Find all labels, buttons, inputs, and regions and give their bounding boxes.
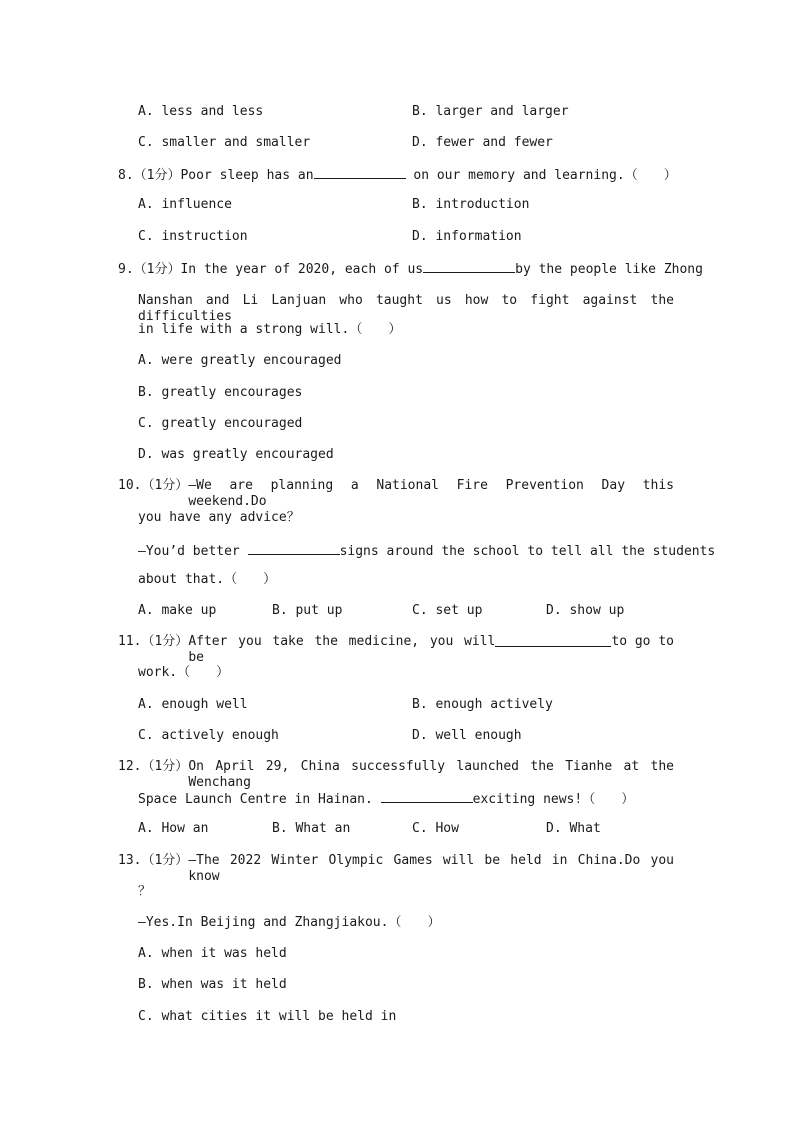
- q12-stem-line2: [138, 790, 634, 808]
- q12-option-a[interactable]: A. How an: [138, 821, 209, 836]
- q12-option-c[interactable]: C. How: [412, 821, 459, 836]
- q10-stem: [118, 478, 674, 510]
- answer-blank[interactable]: [314, 166, 406, 179]
- q13-stem-line3: —Yes.In Beijing and Zhangjiakou.（ ）: [138, 915, 441, 930]
- answer-blank[interactable]: [423, 260, 515, 273]
- q13-option-b[interactable]: B. when was it held: [138, 977, 287, 992]
- score-label: （1分）: [141, 759, 189, 774]
- q10-stem-line2: you have any advice？: [138, 510, 300, 525]
- q11-option-a[interactable]: A. enough well: [138, 697, 248, 712]
- q10-option-c[interactable]: C. set up: [412, 603, 483, 618]
- stem-text: In the year of 2020, each of us: [180, 262, 424, 277]
- stem-text: Space Launch Centre in Hainan.: [138, 792, 381, 807]
- q9-option-b[interactable]: B. greatly encourages: [138, 385, 303, 400]
- score-label: （1分）: [141, 853, 189, 868]
- stem-text: exciting news!（ ）: [472, 792, 635, 807]
- q13-option-c[interactable]: C. what cities it will be held in: [138, 1009, 397, 1024]
- stem-text: signs around the school to tell all the students: [339, 544, 716, 559]
- score-label: （1分）: [133, 168, 181, 183]
- q8-option-d[interactable]: D. information: [412, 229, 522, 244]
- q10-option-d[interactable]: D. show up: [546, 603, 625, 618]
- answer-blank[interactable]: [381, 790, 473, 803]
- question-number: 11.: [118, 634, 142, 649]
- q9-stem-line3: in life with a strong will.（ ）: [138, 322, 402, 337]
- stem-text: —The 2022 Winter Olympic Games will be held in China.Do you know: [188, 853, 674, 884]
- q8-option-a[interactable]: A. influence: [138, 197, 232, 212]
- stem-text: Poor sleep has an: [180, 168, 314, 183]
- q11-option-d[interactable]: D. well enough: [412, 728, 522, 743]
- stem-text: —You’d better: [138, 544, 248, 559]
- q13-stem: [118, 853, 674, 885]
- q8-option-c[interactable]: C. instruction: [138, 229, 248, 244]
- q12-option-d[interactable]: D. What: [546, 821, 601, 836]
- q10-option-a[interactable]: A. make up: [138, 603, 217, 618]
- question-number: 12.: [118, 759, 142, 774]
- q12-option-b[interactable]: B. What an: [272, 821, 351, 836]
- q7-option-d[interactable]: D. fewer and fewer: [412, 135, 553, 150]
- question-number: 9.: [118, 262, 134, 277]
- score-label: （1分）: [141, 634, 189, 649]
- q9-option-d[interactable]: D. was greatly encouraged: [138, 447, 334, 462]
- q11-stem-line2: work.（ ）: [138, 665, 230, 680]
- q8-option-b[interactable]: B. introduction: [412, 197, 530, 212]
- stem-text: On April 29, China successfully launched the Tianhe at the Wenchang: [188, 759, 674, 790]
- stem-text: on our memory and learning.（ ）: [405, 168, 677, 183]
- stem-text: to go to: [611, 634, 674, 649]
- stem-text: by the people like Zhong: [515, 262, 703, 277]
- q7-option-b[interactable]: B. larger and larger: [412, 104, 569, 119]
- score-label: （1分）: [141, 478, 189, 493]
- q10-stem-line3: [138, 542, 715, 560]
- question-number: 10.: [118, 478, 142, 493]
- score-label: （1分）: [133, 262, 181, 277]
- q13-option-a[interactable]: A. when it was held: [138, 946, 287, 961]
- question-number: 8.: [118, 168, 134, 183]
- answer-blank[interactable]: [495, 634, 611, 647]
- q7-option-c[interactable]: C. smaller and smaller: [138, 135, 311, 150]
- q11-option-c[interactable]: C. actively enough: [138, 728, 279, 743]
- stem-text: After you take the medicine, you will be: [188, 634, 496, 665]
- q9-stem: [118, 260, 703, 278]
- q9-option-a[interactable]: A. were greatly encouraged: [138, 353, 342, 368]
- q13-stem-line2: ？: [138, 884, 152, 899]
- q9-stem-line2: Nanshan and Li Lanjuan who taught us how to fight against the difficulties: [138, 293, 674, 324]
- q8-stem: [118, 166, 677, 184]
- q9-option-c[interactable]: C. greatly encouraged: [138, 416, 303, 431]
- q12-stem: [118, 759, 674, 791]
- q10-stem-line4: about that.（ ）: [138, 572, 277, 587]
- stem-text: —We are planning a National Fire Prevention Day this weekend.Do: [188, 478, 674, 509]
- q10-option-b[interactable]: B. put up: [272, 603, 343, 618]
- q11-option-b[interactable]: B. enough actively: [412, 697, 553, 712]
- q11-stem: [118, 634, 674, 666]
- answer-blank[interactable]: [248, 542, 340, 555]
- question-number: 13.: [118, 853, 142, 868]
- q7-option-a[interactable]: A. less and less: [138, 104, 264, 119]
